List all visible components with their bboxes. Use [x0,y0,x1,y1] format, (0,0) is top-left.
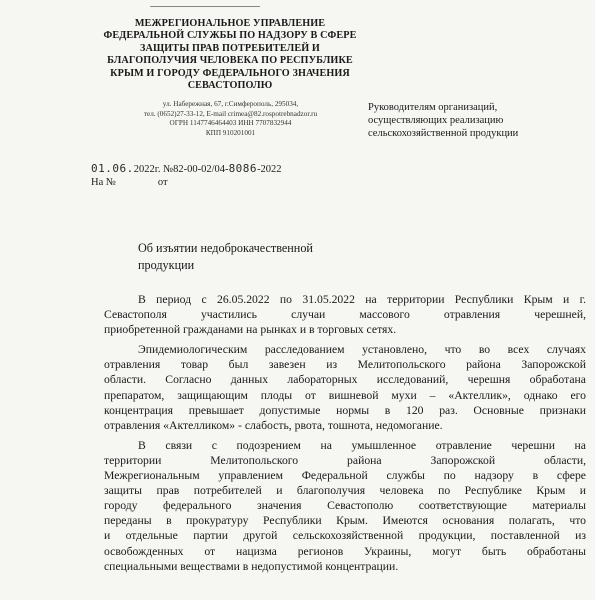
contact-details [108,100,353,138]
paragraph [104,292,586,337]
reply-from-label: от [157,177,168,188]
body-line: городу федерального значения Севастополю соответствующие материалы [104,499,586,513]
body-line: В связи с подозрением на умышленное отравление черешни на [138,438,586,452]
subject-line: Об изъятии недоброкачественной [138,241,313,255]
recipient-line: осуществляющих реализацию [368,114,504,126]
contact-line: ул. Набережная, 67, г.Симферополь, 295034, [162,100,299,108]
reply-reference [91,177,291,188]
body-line: Севастополя участились случаи массового отравления черешней, [104,308,586,322]
body-line: отравления «Актелликом» - слабость, рвота, тошнота, недомогание. [104,418,443,432]
reference-number-suffix: -2022 [257,164,282,175]
org-line: СЕВАСТОПОЛЮ [187,80,273,92]
body-line: специальными веществами в недопустимой концентрации. [104,559,399,573]
body-line: концентрация превышает допустимые нормы в 120 раз. Основные признаки [104,403,586,417]
outgoing-reference [91,162,371,175]
org-line: ФЕДЕРАЛЬНОЙ СЛУЖБЫ ПО НАДЗОРУ В СФЕРЕ [103,30,357,42]
paragraph [104,342,586,433]
body-line: Межрегиональным управлением Федеральной службы по надзору в сфере [104,469,586,483]
body-line: В период с 26.05.2022 по 31.05.2022 на территории Республики Крым и г. [138,293,586,306]
body-line: Эпидемиологическим расследованием установлено, что во всех случаях [138,343,586,357]
body-line: защиты прав потребителей и благополучия человека по Республике Крым и [104,484,586,498]
recipient-line: сельскохозяйственной продукции [368,127,519,139]
body-line: и отдельные партии другой сельскохозяйственной продукции, поставленной из [104,529,586,543]
reference-date-suffix: 2022г. №82-00-02/04- [133,164,229,175]
body-line: освобожденных от нацизма регионов Украины, могут быть обработаны [104,544,586,558]
organization-name [80,18,380,92]
body-line: препаратом, защищающим плоды от вишневой мухи – «Актеллик», однако его [104,388,586,402]
paragraph [104,438,586,574]
org-line: ЗАЩИТЫ ПРАВ ПОТРЕБИТЕЛЕЙ И [140,42,320,54]
letterhead-top-strip [150,0,260,7]
contact-line: КПП 910201001 [205,128,256,137]
subject-line: продукции [138,258,195,272]
handwritten-date: 01.06. [91,162,134,175]
body-line: отравления товар был завезен из Мелитопольского района Запорожской [104,358,586,372]
letter-body [104,292,586,579]
org-line: МЕЖРЕГИОНАЛЬНОЕ УПРАВЛЕНИЕ [134,18,326,29]
body-line: области. Согласно данных лабораторных исследований, черешня обработана [104,373,586,387]
reply-number-label: На № [91,177,116,188]
body-line: переданы в прокуратуру Республики Крым. Имеются основания полагать, что [104,514,586,528]
recipient-line: Руководителям организаций, [368,102,498,113]
body-line: территории Мелитопольского района Запорожской области, [104,453,586,467]
body-line: приобретенной гражданами на рынках и в торговых сетях. [104,323,397,337]
contact-line: ОГРН 1147746464403 ИНН 7707832944 [169,119,292,128]
recipient-block [368,102,588,140]
handwritten-number: 8086 [228,162,258,175]
org-line: КРЫМ И ГОРОДУ ФЕДЕРАЛЬНОГО ЗНАЧЕНИЯ [110,67,350,79]
letter-subject [138,240,398,274]
org-line: БЛАГОПОЛУЧИЯ ЧЕЛОВЕКА ПО РЕСПУБЛИКЕ [107,55,353,67]
contact-line: тел. (0652)27-33-12, E-mail crimea@82.rospotrebnadzor.ru [143,109,318,118]
